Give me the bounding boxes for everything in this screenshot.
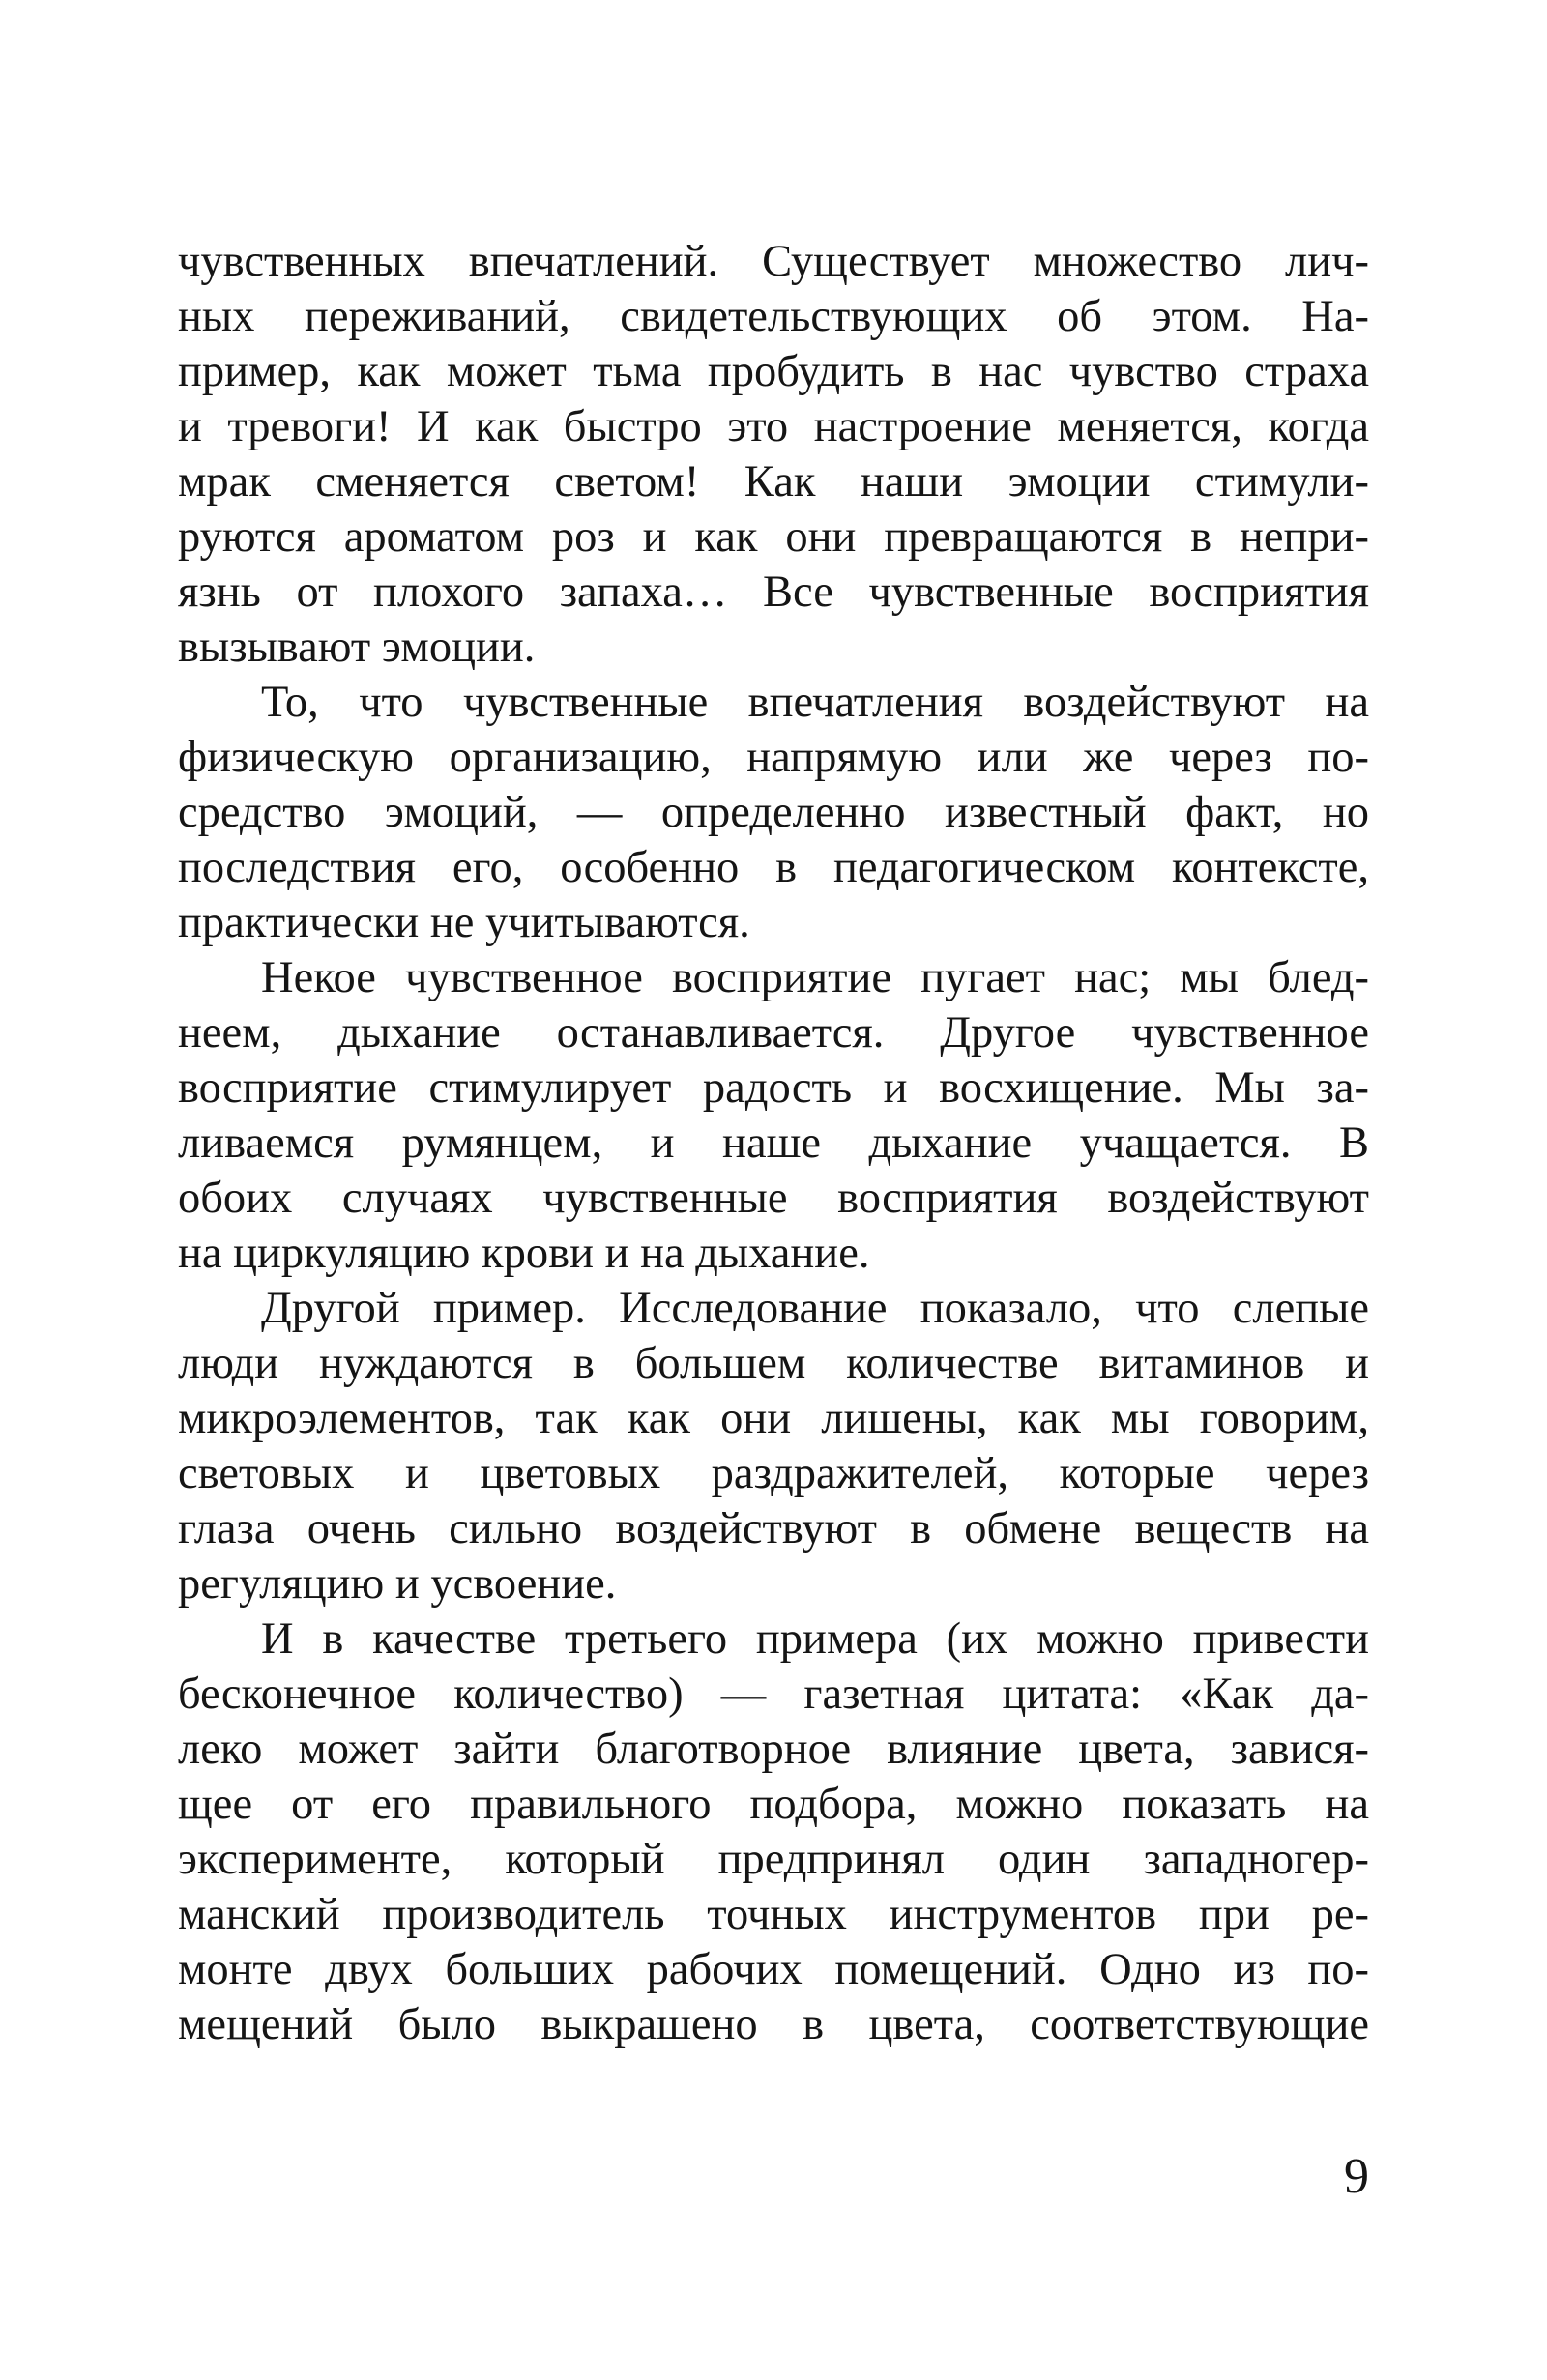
text-line: последствия его, особенно в педагогическом контексте, xyxy=(178,843,1369,892)
text-line: вызывают эмоции. xyxy=(178,623,536,672)
paragraph-3 xyxy=(178,950,1369,1281)
text-line: манский производитель точных инструментов при ре- xyxy=(178,1890,1369,1939)
text-line: на циркуляцию крови и на дыхание. xyxy=(178,1229,870,1278)
text-line: То, что чувственные впечатления воздействуют на xyxy=(261,678,1369,727)
text-line: микроэлементов, так как они лишены, как мы говорим, xyxy=(178,1394,1369,1443)
text-line: эксперименте, который предпринял один западногер- xyxy=(178,1835,1369,1884)
text-line: язнь от плохого запаха… Все чувственные восприятия xyxy=(178,567,1369,617)
text-line: И в качестве третьего примера (их можно привести xyxy=(261,1614,1369,1664)
text-line: леко может зайти благотворное влияние цвета, завися- xyxy=(178,1725,1369,1774)
paragraph-2 xyxy=(178,675,1369,950)
text-line: щее от его правильного подбора, можно показать на xyxy=(178,1780,1369,1829)
text-line: средство эмоций, — определенно известный факт, но xyxy=(178,788,1369,837)
text-line: люди нуждаются в большем количестве витаминов и xyxy=(178,1339,1369,1388)
text-line: ных переживаний, свидетельствующих об этом. На- xyxy=(178,292,1369,341)
text-line: Другой пример. Исследование показало, что слепые xyxy=(261,1284,1369,1333)
text-line: обоих случаях чувственные восприятия воздействуют xyxy=(178,1174,1369,1223)
text-line: световых и цветовых раздражителей, которые через xyxy=(178,1449,1369,1498)
text-line: мещений было выкрашено в цвета, соответствующие xyxy=(178,2000,1369,2049)
text-line: чувственных впечатлений. Существует множество лич- xyxy=(178,237,1369,286)
text-line: бесконечное количество) — газетная цитата: «Как да- xyxy=(178,1669,1369,1719)
text-line: мрак сменяется светом! Как наши эмоции стимули- xyxy=(178,457,1369,507)
text-line: монте двух больших рабочих помещений. Одно из по- xyxy=(178,1945,1369,1994)
text-line: руются ароматом роз и как они превращаются в непри- xyxy=(178,512,1369,562)
text-line: ливаемся румянцем, и наше дыхание учащается. В xyxy=(178,1118,1369,1168)
text-line: регуляцию и усвоение. xyxy=(178,1559,617,1609)
paragraph-1 xyxy=(178,234,1369,675)
text-line: и тревоги! И как быстро это настроение меняется, когда xyxy=(178,402,1369,451)
page-body xyxy=(178,234,1369,2052)
text-line: глаза очень сильно воздействуют в обмене веществ на xyxy=(178,1504,1369,1553)
text-line: неем, дыхание останавливается. Другое чувственное xyxy=(178,1008,1369,1058)
paragraph-5 xyxy=(178,1611,1369,2052)
text-line: Некое чувственное восприятие пугает нас; мы блед- xyxy=(261,953,1369,1002)
text-line: физическую организацию, напрямую или же через по- xyxy=(178,733,1369,782)
text-line: практически не учитываются. xyxy=(178,898,750,947)
text-line: пример, как может тьма пробудить в нас чувство страха xyxy=(178,347,1369,396)
text-line: восприятие стимулирует радость и восхищение. Мы за- xyxy=(178,1063,1369,1113)
paragraph-4 xyxy=(178,1281,1369,1611)
page-number: 9 xyxy=(1344,2149,1369,2204)
